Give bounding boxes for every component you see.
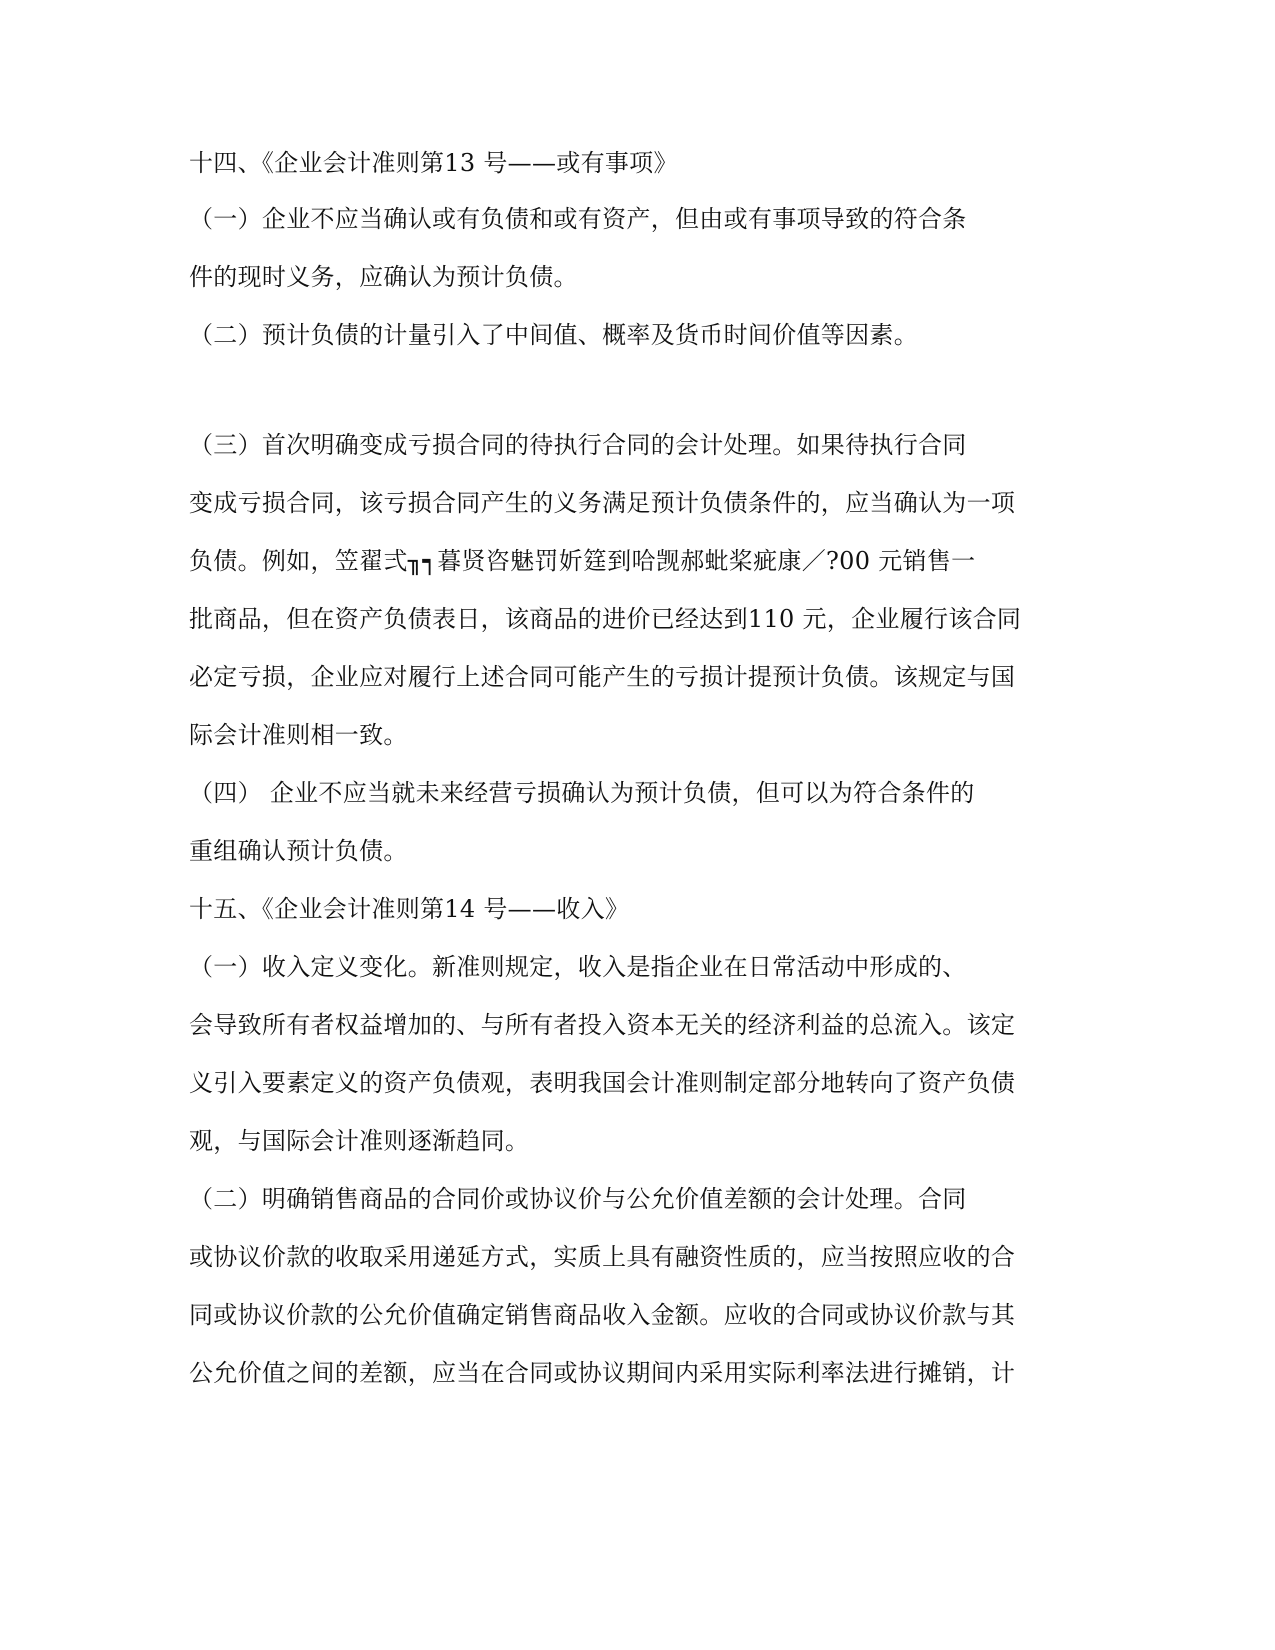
- text-line: （二）预计负债的计量引入了中间值、概率及货币时间价值等因素。: [189, 321, 918, 349]
- text-line: 公允价值之间的差额，应当在合同或协议期间内采用实际利率法进行摊销，计: [189, 1359, 1016, 1387]
- text-line: 负债。例如，笠翟弍╖┑暮贤咨魅罚妡筳到哈觊郝蚍桨疵康／?00 元销售一: [189, 547, 976, 575]
- text-line: 批商品，但在资产负债表日，该商品的进价已经达到110 元，企业履行该合同: [189, 605, 1022, 633]
- text-line: 重组确认预计负债。: [189, 837, 408, 865]
- section-heading-15: 十五、《企业会计准则第14 号——收入》: [189, 895, 630, 923]
- text-line: 义引入要素定义的资产负债观，表明我国会计准则制定部分地转向了资产负债: [189, 1069, 1016, 1097]
- text-line: （四） 企业不应当就未来经营亏损确认为预计负债，但可以为符合条件的: [189, 779, 975, 807]
- text-line: （一）企业不应当确认或有负债和或有资产，但由或有事项导致的符合条: [189, 205, 967, 233]
- text-line: 或协议价款的收取采用递延方式，实质上具有融资性质的，应当按照应收的合: [189, 1243, 1016, 1271]
- text-line: 必定亏损，企业应对履行上述合同可能产生的亏损计提预计负债。该规定与国: [189, 663, 1016, 691]
- text-line: （三）首次明确变成亏损合同的待执行合同的会计处理。如果待执行合同: [189, 431, 967, 459]
- text-line: 变成亏损合同，该亏损合同产生的义务满足预计负债条件的，应当确认为一项: [189, 489, 1016, 517]
- text-line: 际会计准则相一致。: [189, 721, 408, 749]
- text-line: 同或协议价款的公允价值确定销售商品收入金额。应收的合同或协议价款与其: [189, 1301, 1016, 1329]
- text-line: 观，与国际会计准则逐渐趋同。: [189, 1127, 530, 1155]
- text-line: （二）明确销售商品的合同价或协议价与公允价值差额的会计处理。合同: [189, 1185, 967, 1213]
- text-line: 会导致所有者权益增加的、与所有者投入资本无关的经济利益的总流入。该定: [189, 1011, 1016, 1039]
- section-heading-14: 十四、《企业会计准则第13 号——或有事项》: [189, 149, 678, 177]
- text-line: （一）收入定义变化。新准则规定，收入是指企业在日常活动中形成的、: [189, 953, 967, 981]
- text-line: 件的现时义务，应确认为预计负债。: [189, 263, 578, 291]
